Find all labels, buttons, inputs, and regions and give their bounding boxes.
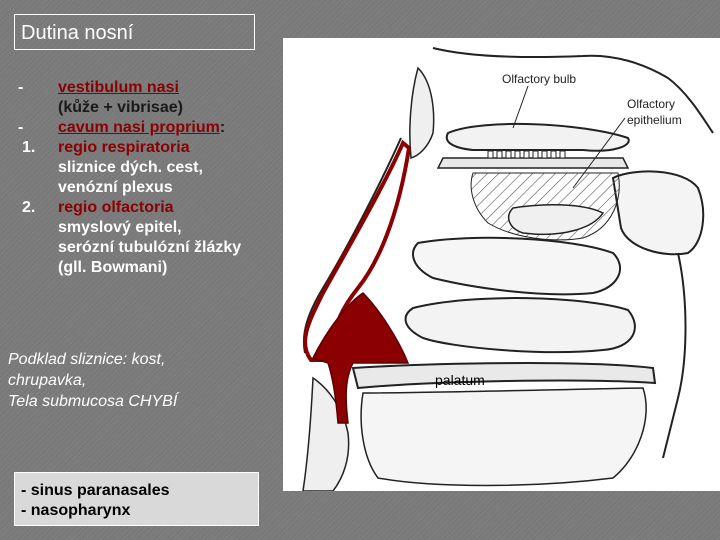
podklad-line: chrupavka, [8,372,87,389]
vestibulum-detail: (kůže + vibrisae) [58,99,183,116]
podklad-line: Podklad sliznice: kost, [8,351,166,368]
sinus-box [14,472,259,526]
cavum-colon: : [219,119,226,136]
bullet-marker: - [18,119,24,136]
olfactory-bulb-label: Olfactory bulb [502,72,577,86]
palatum-label: palatum [435,372,485,388]
vestibulum-term: vestibulum nasi [58,79,179,96]
list-item [18,238,288,258]
cribriform-plate [438,158,628,168]
list-item [18,258,288,278]
number-marker: 2. [22,199,36,216]
list-item [18,198,288,218]
nasopharynx-item: - nasopharynx [21,502,131,519]
nasal-cavity-figure [283,38,720,491]
olfactory-epithelium-label-1: Olfactory [627,97,676,111]
podklad-line: Tela submucosa CHYBÍ [8,393,178,410]
maxilla [361,388,646,486]
sphenoid-sinus [613,171,703,254]
olfactoria-detail-1: smyslový epitel, [58,219,182,236]
middle-concha [413,238,620,295]
cavum-term: cavum nasi proprium [58,119,220,136]
list-item [18,118,288,138]
posterior-wall [663,253,686,458]
list-item [18,218,288,238]
olfactory-bulb-shape [447,124,629,151]
respiratoria-detail-2: venózní plexus [58,179,173,196]
list-item [18,78,288,98]
topic-list [18,78,288,278]
olfactoria-detail-3: (gll. Bowmani) [58,259,168,276]
regio-respiratoria: regio respiratoria [58,139,190,156]
respiratoria-detail-1: sliznice dých. cest, [58,159,203,176]
list-item [18,158,288,178]
frontal-sinus [410,68,434,158]
regio-olfactoria: regio olfactoria [58,199,174,216]
list-item [18,178,288,198]
sinus-item: - sinus paranasales [21,482,170,499]
olfactory-epithelium-label-2: epithelium [627,113,682,127]
list-item [18,138,288,158]
podklad-note [8,349,283,412]
inferior-concha [406,298,635,352]
slide-title: Dutina nosní [14,14,255,50]
olfactoria-detail-2: serózní tubulózní žlázky [58,239,242,256]
list-item [18,98,288,118]
nasal-cavity-illustration [283,38,720,491]
hard-palate [353,363,655,388]
bullet-marker: - [18,79,24,96]
number-marker: 1. [22,139,36,156]
cribriform-holes [488,151,565,158]
